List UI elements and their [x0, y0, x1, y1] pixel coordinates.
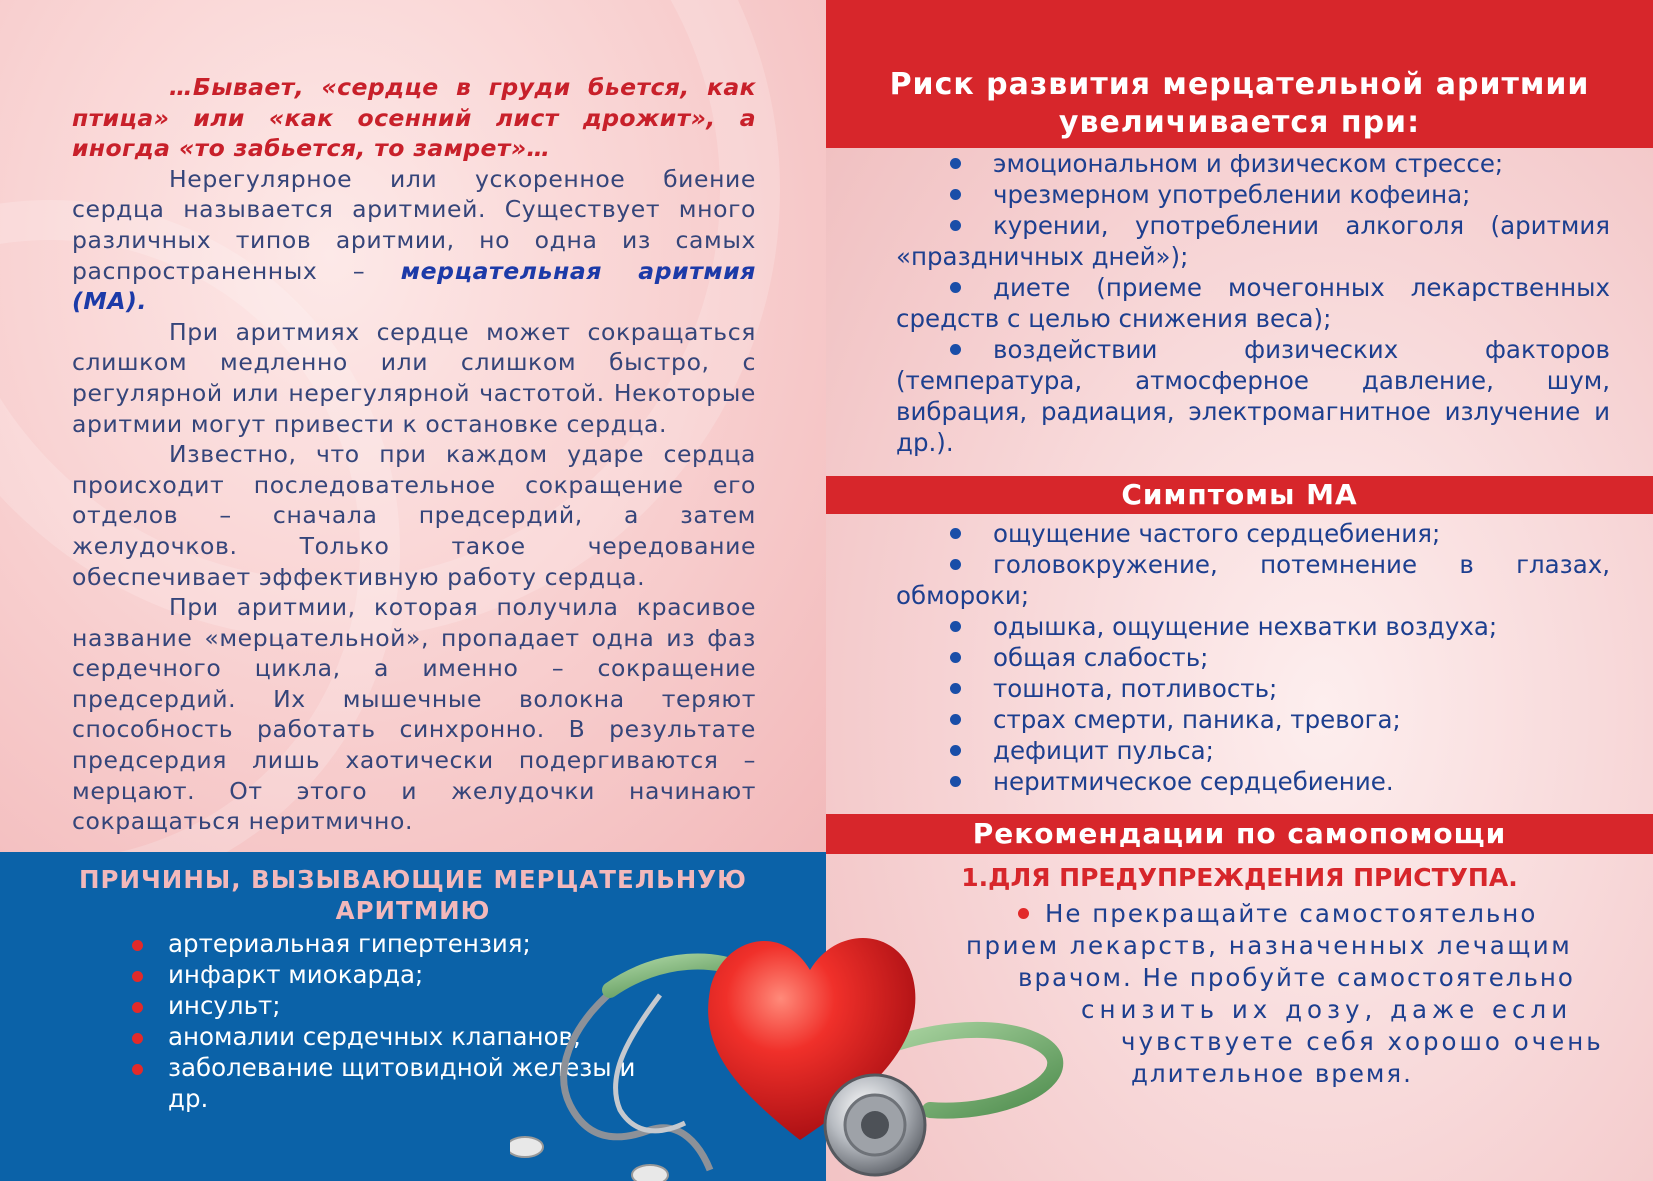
- risk-header: [826, 0, 1653, 148]
- risk-item-text: эмоциональном и физическом стрессе;: [993, 149, 1504, 178]
- bullet-dot-icon: [950, 745, 961, 756]
- symptom-item: [896, 549, 1610, 611]
- intro-text: [72, 72, 756, 837]
- risk-item-text: воздействии физических факторов (температура, атмосферное давление, шум, вибрация, радиация, электромагнитное излучение и др.).: [896, 335, 1610, 457]
- paragraph-1-text: Нерегулярное или ускоренное биение сердца называется аритмией. Существует много различных типов аритмии, но одна из самых распространенных –: [72, 164, 756, 285]
- bullet-dot-icon: [950, 189, 961, 200]
- bullet-dot-icon: [950, 714, 961, 725]
- symptom-item: [896, 518, 1610, 549]
- paragraph-2: При аритмиях сердце может сокращаться слишком медленно или слишком быстро, с регулярной или нерегулярной частотой. Некоторые аритмии могут привести к остановке сердца.: [72, 317, 756, 438]
- intro-quote: …Бывает, «сердце в груди бьется, как птица» или «как осенний лист дрожит», а иногда «то забьется, то замрет»…: [72, 73, 756, 163]
- prevention-line: снизить их дозу, даже если: [1081, 995, 1573, 1024]
- bullet-dot-icon: [950, 652, 961, 663]
- causes-item: аномалии сердечных клапанов;: [130, 1021, 650, 1052]
- symptom-item-text: дефицит пульса;: [993, 736, 1214, 765]
- causes-item: инфаркт миокарда;: [130, 959, 650, 990]
- symptom-item-text: ощущение частого сердцебиения;: [993, 519, 1441, 548]
- causes-item: инсульт;: [130, 990, 650, 1021]
- symptom-item: [896, 766, 1610, 797]
- paragraph-1-emphasis: мерцательная аритмия (МА).: [72, 256, 756, 316]
- symptom-item: [896, 673, 1610, 704]
- causes-item: артериальная гипертензия;: [130, 928, 650, 959]
- bullet-dot-icon: [950, 220, 961, 231]
- paragraph-4: При аритмии, которая получила красивое название «мерцательной», пропадает одна из фаз сердечного цикла, а именно – сокращение предсердий. Их мышечные волокна теряют способность работать синхронно. В результате предсердия лишь хаотически подергиваются – мерцают. От этого и желудочки начинают сокращаться неритмично.: [72, 593, 756, 836]
- stethoscope-chestpiece: [825, 1075, 925, 1175]
- symptom-item-text: тошнота, потливость;: [993, 674, 1278, 703]
- symptoms-list: [896, 518, 1610, 797]
- prevention-line: врачом. Не пробуйте самостоятельно: [1018, 963, 1575, 992]
- symptom-item-text: неритмическое сердцебиение.: [993, 767, 1394, 796]
- risk-item: [896, 210, 1610, 272]
- prevention-subtitle: 1.ДЛЯ ПРЕДУПРЕЖДЕНИЯ ПРИСТУПА.: [961, 863, 1518, 892]
- bullet-dot-icon: [950, 683, 961, 694]
- symptom-item-text: одышка, ощущение нехватки воздуха;: [993, 612, 1498, 641]
- bullet-dot-icon: [950, 344, 961, 355]
- risk-item: [896, 272, 1610, 334]
- bullet-dot-icon: [950, 621, 961, 632]
- bullet-dot-icon: [950, 158, 961, 169]
- left-panel: [0, 0, 826, 852]
- symptom-item: [896, 735, 1610, 766]
- bullet-dot-icon: [950, 528, 961, 539]
- recommendations-title: Рекомендации по самопомощи: [826, 814, 1653, 854]
- paragraph-1: [72, 164, 756, 317]
- prevention-line: длительное время.: [1131, 1059, 1413, 1088]
- heart-stethoscope-illustration: [510, 895, 1130, 1181]
- risk-item: [896, 179, 1610, 210]
- symptom-item-text: страх смерти, паника, тревога;: [993, 705, 1401, 734]
- prevention-line: прием лекарств, назначенных лечащим: [966, 931, 1573, 960]
- symptom-item: [896, 611, 1610, 642]
- risk-item: [896, 334, 1610, 458]
- prevention-line-text: Не прекращайте самостоятельно: [1045, 899, 1538, 928]
- risk-item-text: курении, употреблении алкоголя (аритмия «праздничных дней»);: [896, 211, 1610, 271]
- symptoms-title: Симптомы МА: [826, 476, 1653, 514]
- bullet-dot-icon: [950, 282, 961, 293]
- symptom-item-text: головокружение, потемнение в глазах, обмороки;: [896, 550, 1610, 610]
- symptom-item: [896, 642, 1610, 673]
- bullet-dot-icon: [950, 559, 961, 570]
- symptom-item-text: общая слабость;: [993, 643, 1209, 672]
- causes-item: заболевание щитовидной железы и др.: [130, 1052, 650, 1114]
- symptom-item: [896, 704, 1610, 735]
- prevention-line: чувствуете себя хорошо очень: [1121, 1027, 1604, 1056]
- risk-item-text: чрезмерном употреблении кофеина;: [993, 180, 1471, 209]
- risk-item: [896, 148, 1610, 179]
- bullet-dot-icon: [950, 776, 961, 787]
- risk-title: Риск развития мерцательной аритмии увеличивается при:: [889, 67, 1590, 140]
- risk-item-text: диете (приеме мочегонных лекарственных средств с целью снижения веса);: [896, 273, 1610, 333]
- paragraph-3: Известно, что при каждом ударе сердца происходит последовательное сокращение его отделов – сначала предсердий, а затем желудочков. Только такое чередование обеспечивает эффективную работу сердца.: [72, 440, 756, 591]
- causes-title: ПРИЧИНЫ, ВЫЗЫВАЮЩИЕ МЕРЦАТЕЛЬНУЮ АРИТМИЮ: [79, 865, 747, 925]
- risk-list: [896, 148, 1610, 458]
